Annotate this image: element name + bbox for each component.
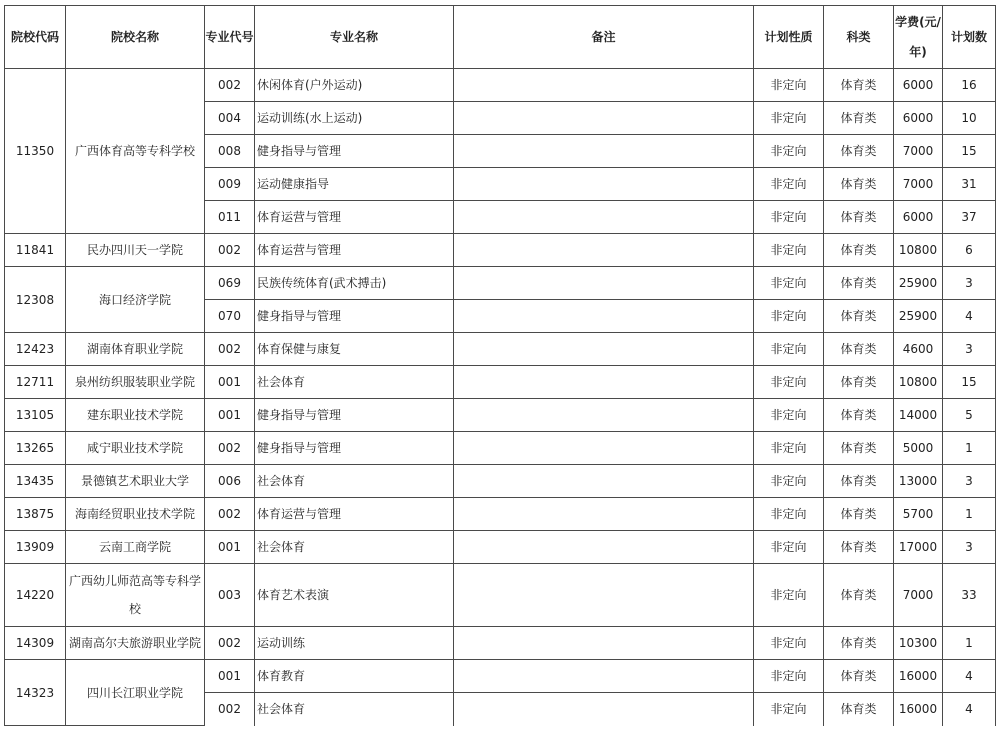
school-name-cell: 四川长江职业学院 — [66, 660, 205, 726]
note-cell — [454, 300, 754, 333]
plan-type-cell: 非定向 — [754, 168, 824, 201]
table-row — [5, 234, 996, 267]
header-category: 科类 — [824, 6, 894, 69]
category-cell: 体育类 — [824, 498, 894, 531]
major-code-cell: 002 — [205, 69, 255, 102]
category-cell: 体育类 — [824, 693, 894, 726]
tuition-cell: 14000 — [894, 399, 943, 432]
category-cell: 体育类 — [824, 102, 894, 135]
major-name-cell: 体育艺术表演 — [255, 564, 454, 627]
count-cell: 4 — [943, 693, 996, 726]
major-name-cell: 健身指导与管理 — [255, 135, 454, 168]
count-cell: 16 — [943, 69, 996, 102]
tuition-cell: 10300 — [894, 627, 943, 660]
major-name-cell: 健身指导与管理 — [255, 399, 454, 432]
major-name-cell: 健身指导与管理 — [255, 432, 454, 465]
major-code-cell: 001 — [205, 399, 255, 432]
plan-type-cell: 非定向 — [754, 693, 824, 726]
major-code-cell: 001 — [205, 366, 255, 399]
major-code-cell: 001 — [205, 660, 255, 693]
major-code-cell: 070 — [205, 300, 255, 333]
major-name-cell: 运动健康指导 — [255, 168, 454, 201]
school-name-cell: 民办四川天一学院 — [66, 234, 205, 267]
note-cell — [454, 465, 754, 498]
category-cell: 体育类 — [824, 267, 894, 300]
category-cell: 体育类 — [824, 660, 894, 693]
school-name-cell: 泉州纺织服装职业学院 — [66, 366, 205, 399]
school-code-cell: 13265 — [5, 432, 66, 465]
school-code-cell: 13435 — [5, 465, 66, 498]
note-cell — [454, 627, 754, 660]
major-name-cell: 体育运营与管理 — [255, 201, 454, 234]
category-cell: 体育类 — [824, 234, 894, 267]
count-cell: 1 — [943, 432, 996, 465]
school-code-cell: 12308 — [5, 267, 66, 333]
school-name-cell: 云南工商学院 — [66, 531, 205, 564]
header-major-name: 专业名称 — [255, 6, 454, 69]
major-name-cell: 社会体育 — [255, 366, 454, 399]
category-cell: 体育类 — [824, 432, 894, 465]
count-cell: 5 — [943, 399, 996, 432]
tuition-cell: 6000 — [894, 102, 943, 135]
school-name-cell: 湖南体育职业学院 — [66, 333, 205, 366]
header-count: 计划数 — [943, 6, 996, 69]
school-code-cell: 13909 — [5, 531, 66, 564]
plan-type-cell: 非定向 — [754, 660, 824, 693]
tuition-cell: 6000 — [894, 69, 943, 102]
category-cell: 体育类 — [824, 300, 894, 333]
header-row — [5, 6, 996, 69]
major-name-cell: 运动训练(水上运动) — [255, 102, 454, 135]
category-cell: 体育类 — [824, 531, 894, 564]
count-cell: 3 — [943, 531, 996, 564]
school-name-cell: 建东职业技术学院 — [66, 399, 205, 432]
table-row — [5, 660, 996, 693]
major-name-cell: 社会体育 — [255, 531, 454, 564]
plan-type-cell: 非定向 — [754, 300, 824, 333]
header-tuition: 学费(元/年) — [894, 6, 943, 69]
table-row — [5, 498, 996, 531]
count-cell: 3 — [943, 267, 996, 300]
plan-type-cell: 非定向 — [754, 627, 824, 660]
plan-type-cell: 非定向 — [754, 366, 824, 399]
count-cell: 15 — [943, 135, 996, 168]
category-cell: 体育类 — [824, 465, 894, 498]
major-name-cell: 体育保健与康复 — [255, 333, 454, 366]
plan-type-cell: 非定向 — [754, 465, 824, 498]
school-code-cell: 13875 — [5, 498, 66, 531]
tuition-cell: 4600 — [894, 333, 943, 366]
plan-type-cell: 非定向 — [754, 399, 824, 432]
major-code-cell: 006 — [205, 465, 255, 498]
major-name-cell: 体育运营与管理 — [255, 498, 454, 531]
plan-type-cell: 非定向 — [754, 564, 824, 627]
count-cell: 37 — [943, 201, 996, 234]
note-cell — [454, 201, 754, 234]
header-school-name: 院校名称 — [66, 6, 205, 69]
category-cell: 体育类 — [824, 366, 894, 399]
school-code-cell: 14309 — [5, 627, 66, 660]
plan-type-cell: 非定向 — [754, 234, 824, 267]
table-row — [5, 465, 996, 498]
school-code-cell: 12423 — [5, 333, 66, 366]
category-cell: 体育类 — [824, 564, 894, 627]
count-cell: 10 — [943, 102, 996, 135]
note-cell — [454, 693, 754, 726]
major-code-cell: 008 — [205, 135, 255, 168]
major-code-cell: 002 — [205, 693, 255, 726]
school-code-cell: 14323 — [5, 660, 66, 726]
tuition-cell: 25900 — [894, 300, 943, 333]
major-code-cell: 002 — [205, 432, 255, 465]
tuition-cell: 5000 — [894, 432, 943, 465]
note-cell — [454, 564, 754, 627]
major-code-cell: 002 — [205, 234, 255, 267]
school-name-cell: 广西幼儿师范高等专科学校 — [66, 564, 205, 627]
count-cell: 4 — [943, 300, 996, 333]
category-cell: 体育类 — [824, 69, 894, 102]
plan-type-cell: 非定向 — [754, 531, 824, 564]
school-code-cell: 11350 — [5, 69, 66, 234]
note-cell — [454, 531, 754, 564]
school-code-cell: 13105 — [5, 399, 66, 432]
plan-type-cell: 非定向 — [754, 201, 824, 234]
note-cell — [454, 69, 754, 102]
major-code-cell: 009 — [205, 168, 255, 201]
category-cell: 体育类 — [824, 135, 894, 168]
major-name-cell: 社会体育 — [255, 693, 454, 726]
table-row — [5, 333, 996, 366]
major-name-cell: 运动训练 — [255, 627, 454, 660]
category-cell: 体育类 — [824, 168, 894, 201]
major-name-cell: 休闲体育(户外运动) — [255, 69, 454, 102]
tuition-cell: 7000 — [894, 168, 943, 201]
count-cell: 4 — [943, 660, 996, 693]
plan-type-cell: 非定向 — [754, 267, 824, 300]
table-row — [5, 366, 996, 399]
header-school-code: 院校代码 — [5, 6, 66, 69]
table-row — [5, 69, 996, 102]
school-name-cell: 咸宁职业技术学院 — [66, 432, 205, 465]
table-row — [5, 267, 996, 300]
school-name-cell: 海口经济学院 — [66, 267, 205, 333]
note-cell — [454, 366, 754, 399]
plan-type-cell: 非定向 — [754, 135, 824, 168]
major-code-cell: 002 — [205, 333, 255, 366]
count-cell: 6 — [943, 234, 996, 267]
school-name-cell: 湖南高尔夫旅游职业学院 — [66, 627, 205, 660]
category-cell: 体育类 — [824, 399, 894, 432]
major-code-cell: 001 — [205, 531, 255, 564]
note-cell — [454, 660, 754, 693]
table-row — [5, 564, 996, 627]
category-cell: 体育类 — [824, 627, 894, 660]
note-cell — [454, 267, 754, 300]
school-code-cell: 11841 — [5, 234, 66, 267]
count-cell: 1 — [943, 627, 996, 660]
plan-type-cell: 非定向 — [754, 69, 824, 102]
school-name-cell: 海南经贸职业技术学院 — [66, 498, 205, 531]
count-cell: 3 — [943, 333, 996, 366]
table-row — [5, 627, 996, 660]
major-code-cell: 002 — [205, 627, 255, 660]
table-body — [5, 69, 996, 726]
note-cell — [454, 168, 754, 201]
note-cell — [454, 432, 754, 465]
count-cell: 33 — [943, 564, 996, 627]
school-code-cell: 14220 — [5, 564, 66, 627]
plan-type-cell: 非定向 — [754, 102, 824, 135]
note-cell — [454, 333, 754, 366]
major-code-cell: 003 — [205, 564, 255, 627]
plan-type-cell: 非定向 — [754, 432, 824, 465]
major-code-cell: 004 — [205, 102, 255, 135]
count-cell: 31 — [943, 168, 996, 201]
count-cell: 15 — [943, 366, 996, 399]
major-code-cell: 069 — [205, 267, 255, 300]
header-note: 备注 — [454, 6, 754, 69]
table-row — [5, 432, 996, 465]
tuition-cell: 13000 — [894, 465, 943, 498]
major-name-cell: 社会体育 — [255, 465, 454, 498]
major-name-cell: 健身指导与管理 — [255, 300, 454, 333]
major-code-cell: 002 — [205, 498, 255, 531]
major-name-cell: 体育运营与管理 — [255, 234, 454, 267]
count-cell: 3 — [943, 465, 996, 498]
school-code-cell: 12711 — [5, 366, 66, 399]
school-name-cell: 广西体育高等专科学校 — [66, 69, 205, 234]
header-major-code: 专业代号 — [205, 6, 255, 69]
note-cell — [454, 135, 754, 168]
table-row — [5, 531, 996, 564]
category-cell: 体育类 — [824, 201, 894, 234]
tuition-cell: 7000 — [894, 135, 943, 168]
admission-plan-table — [4, 5, 996, 726]
tuition-cell: 25900 — [894, 267, 943, 300]
major-code-cell: 011 — [205, 201, 255, 234]
table-row — [5, 399, 996, 432]
plan-type-cell: 非定向 — [754, 498, 824, 531]
tuition-cell: 17000 — [894, 531, 943, 564]
category-cell: 体育类 — [824, 333, 894, 366]
tuition-cell: 10800 — [894, 234, 943, 267]
note-cell — [454, 399, 754, 432]
tuition-cell: 5700 — [894, 498, 943, 531]
note-cell — [454, 234, 754, 267]
count-cell: 1 — [943, 498, 996, 531]
major-name-cell: 体育教育 — [255, 660, 454, 693]
school-name-cell: 景德镇艺术职业大学 — [66, 465, 205, 498]
plan-type-cell: 非定向 — [754, 333, 824, 366]
tuition-cell: 6000 — [894, 201, 943, 234]
tuition-cell: 16000 — [894, 693, 943, 726]
tuition-cell: 10800 — [894, 366, 943, 399]
tuition-cell: 16000 — [894, 660, 943, 693]
header-plan-type: 计划性质 — [754, 6, 824, 69]
major-name-cell: 民族传统体育(武术搏击) — [255, 267, 454, 300]
note-cell — [454, 498, 754, 531]
note-cell — [454, 102, 754, 135]
tuition-cell: 7000 — [894, 564, 943, 627]
